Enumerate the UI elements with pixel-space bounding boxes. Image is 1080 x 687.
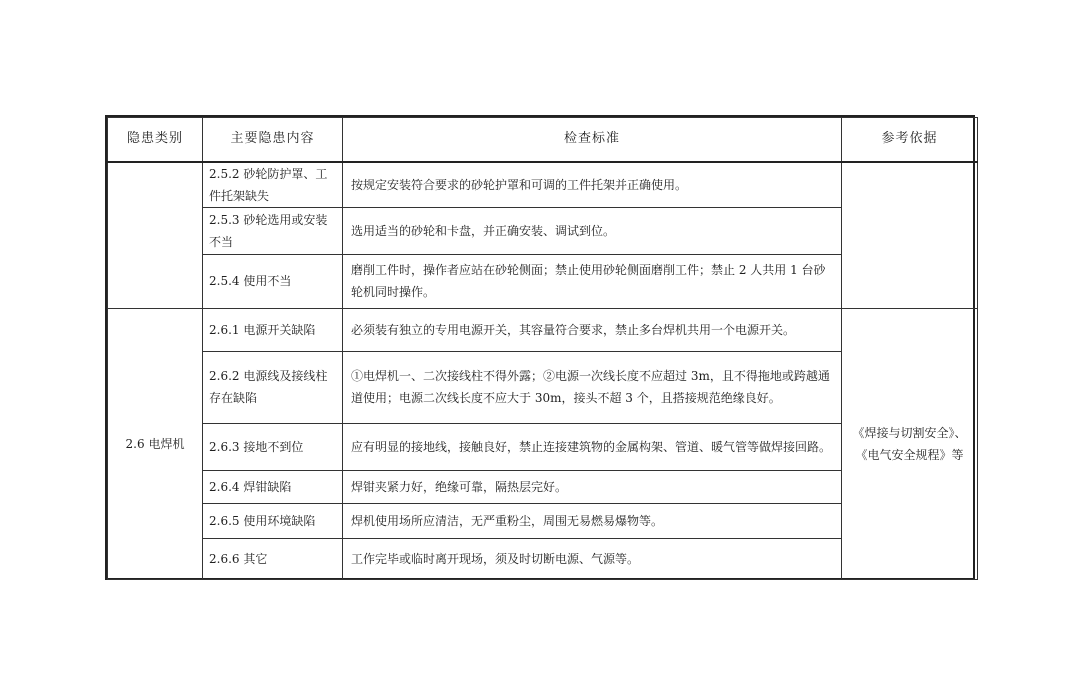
hazard-item-cell: 2.6.2 电源线及接线柱存在缺陷 (203, 351, 343, 423)
standard-cell: 焊钳夹紧力好，绝缘可靠，隔热层完好。 (343, 470, 842, 503)
header-reference: 参考依据 (842, 118, 978, 162)
hazard-item-cell: 2.5.2 砂轮防护罩、工件托架缺失 (203, 162, 343, 208)
hazard-item-cell: 2.6.6 其它 (203, 538, 343, 579)
header-category: 隐患类别 (108, 118, 203, 162)
table-header-row (108, 118, 978, 162)
standard-cell: 磨削工件时，操作者应站在砂轮侧面；禁止使用砂轮侧面磨削工件；禁止 2 人共用 1 台砂轮机同时操作。 (343, 254, 842, 308)
standard-cell: 工作完毕或临时离开现场，须及时切断电源、气源等。 (343, 538, 842, 579)
hazard-inspection-table (107, 117, 978, 580)
hazard-item-cell: 2.6.3 接地不到位 (203, 423, 343, 470)
standard-cell: 应有明显的接地线，接触良好，禁止连接建筑物的金属构架、管道、暖气管等做焊接回路。 (343, 423, 842, 470)
hazard-item-cell: 2.6.1 电源开关缺陷 (203, 308, 343, 351)
table-row (108, 308, 978, 351)
category-cell-2-6: 2.6 电焊机 (108, 308, 203, 579)
inspection-table-container (105, 115, 975, 580)
reference-cell-2-5 (842, 162, 978, 309)
category-cell-2-5 (108, 162, 203, 309)
hazard-item-cell: 2.6.4 焊钳缺陷 (203, 470, 343, 503)
hazard-item-cell: 2.6.5 使用环境缺陷 (203, 503, 343, 538)
hazard-item-cell: 2.5.3 砂轮选用或安装不当 (203, 207, 343, 254)
standard-cell: 必须装有独立的专用电源开关，其容量符合要求，禁止多台焊机共用一个电源开关。 (343, 308, 842, 351)
hazard-item-cell: 2.5.4 使用不当 (203, 254, 343, 308)
standard-cell: 选用适当的砂轮和卡盘，并正确安装、调试到位。 (343, 207, 842, 254)
reference-cell-2-6: 《焊接与切割安全》、《电气安全规程》等 (842, 308, 978, 579)
standard-cell: ①电焊机一、二次接线柱不得外露；②电源一次线长度不应超过 3m，且不得拖地或跨越通道使用；电源二次线长度不应大于 30m，接头不超 3 个，且搭接规范绝缘良好。 (343, 351, 842, 423)
header-main-hazard: 主要隐患内容 (203, 118, 343, 162)
header-check-standard: 检查标准 (343, 118, 842, 162)
standard-cell: 焊机使用场所应清洁，无严重粉尘，周围无易燃易爆物等。 (343, 503, 842, 538)
table-row (108, 162, 978, 208)
standard-cell: 按规定安装符合要求的砂轮护罩和可调的工件托架并正确使用。 (343, 162, 842, 208)
